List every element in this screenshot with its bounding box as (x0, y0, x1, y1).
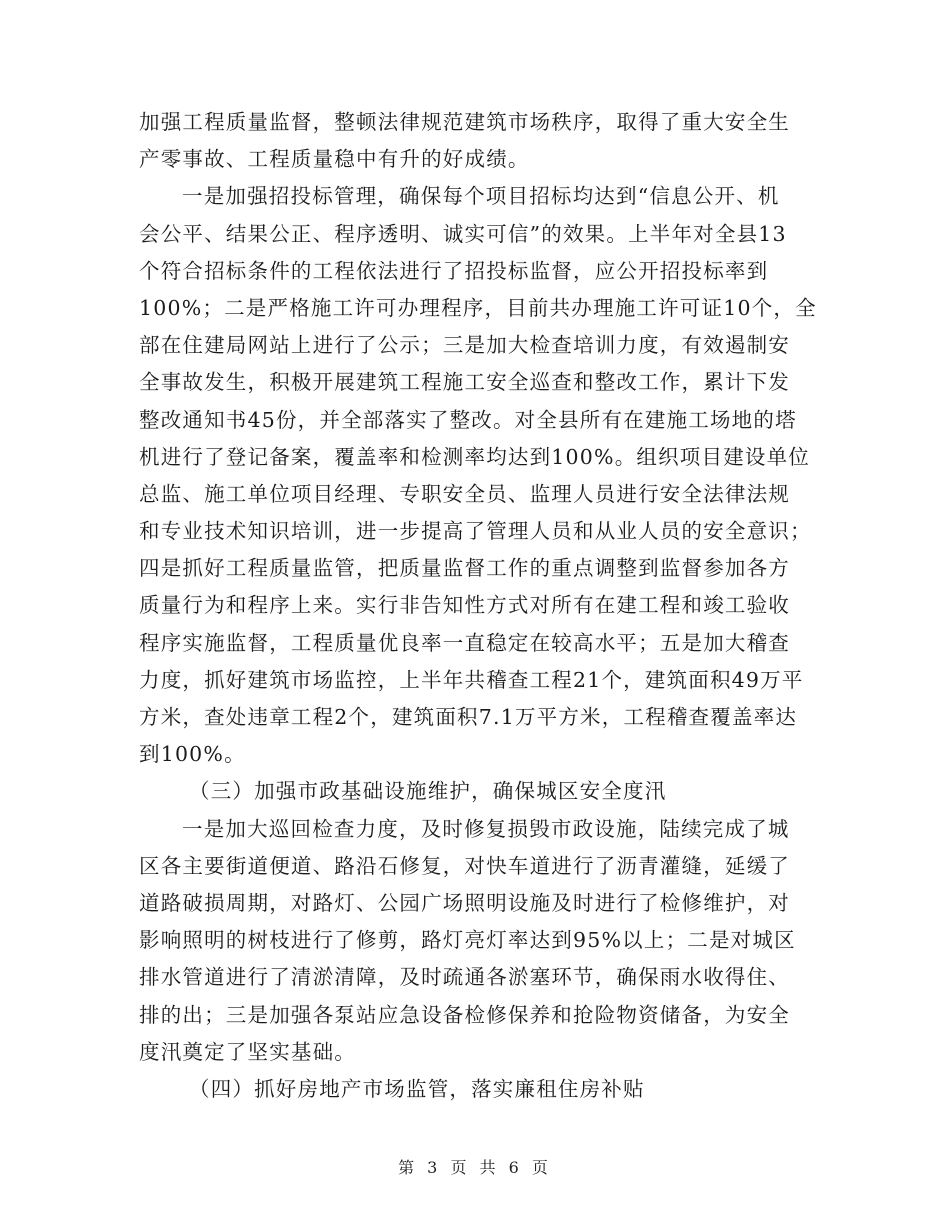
text-line: 程序实施监督，工程质量优良率一直稳定在较高水平；五是加大稽查 (139, 630, 790, 655)
text-line: 排水管道进行了清淤清障，及时疏通各淤塞环节，确保雨水收得住、 (139, 965, 790, 990)
text-line: 产零事故、工程质量稳中有升的好成绩。 (139, 147, 530, 172)
text-line: 到100%。 (139, 742, 246, 767)
text-line: 方米，查处违章工程2个，建筑面积7.1万平方米，工程稽查覆盖率达 (139, 705, 798, 729)
text-line: 个符合招标条件的工程依法进行了招投标监督，应公开招投标率到 (139, 258, 769, 283)
text-line: 质量行为和程序上来。实行非告知性方式对所有在建工程和竣工验收 (139, 593, 790, 618)
text-line: 部在住建局网站上进行了公示；三是加大检查培训力度，有效遏制安 (139, 333, 790, 358)
text-line: 度汛奠定了坚实基础。 (139, 1039, 356, 1064)
text-line: 一是加大巡回检查力度，及时修复损毁市政设施，陆续完成了城 (182, 816, 790, 841)
document-body (139, 104, 815, 1108)
text-line: 和专业技术知识培训，进一步提高了管理人员和从业人员的安全意识； (139, 519, 812, 544)
text-line: 力度，抓好建筑市场监控，上半年共稽查工程21个，建筑面积49万平 (139, 667, 804, 692)
page-footer: 第 3 页 共 6 页 (398, 1158, 552, 1177)
text-line: 排的出；三是加强各泵站应急设备检修保养和抢险物资储备，为安全 (139, 1002, 790, 1027)
text-line: 一是加强招投标管理，确保每个项目招标均达到“信息公开、机 (182, 184, 780, 209)
section-heading: （四）抓好房地产市场监管，落实廉租住房补贴 (189, 1076, 645, 1101)
text-line: 四是抓好工程质量监管，把质量监督工作的重点调整到监督参加各方 (139, 556, 790, 581)
text-line: 区各主要街道便道、路沿石修复，对快车道进行了沥青灌缝，延缓了 (139, 853, 790, 878)
text-line: 加强工程质量监督，整顿法律规范建筑市场秩序，取得了重大安全生 (139, 110, 790, 134)
text-line: 100%；二是严格施工许可办理程序，目前共办理施工许可证10个，全 (139, 295, 817, 320)
text-line: 整改通知书45份，并全部落实了整改。对全县所有在建施工场地的塔 (139, 407, 797, 432)
text-line: 道路破损周期，对路灯、公园广场照明设施及时进行了检修维护，对 (139, 890, 790, 915)
text-line: 总监、施工单位项目经理、专职安全员、监理人员进行安全法律法规 (139, 481, 790, 506)
text-line: 全事故发生，积极开展建筑工程施工安全巡查和整改工作，累计下发 (139, 370, 790, 395)
text-line: 机进行了登记备案，覆盖率和检测率均达到100%。组织项目建设单位 (139, 444, 811, 469)
text-line: 影响照明的树枝进行了修剪，路灯亮灯率达到95%以上；二是对城区 (139, 928, 796, 953)
text-line: 会公平、结果公正、程序透明、诚实可信”的效果。上半年对全县13 (139, 221, 787, 246)
section-heading: （三）加强市政基础设施维护，确保城区安全度汛 (189, 779, 667, 804)
